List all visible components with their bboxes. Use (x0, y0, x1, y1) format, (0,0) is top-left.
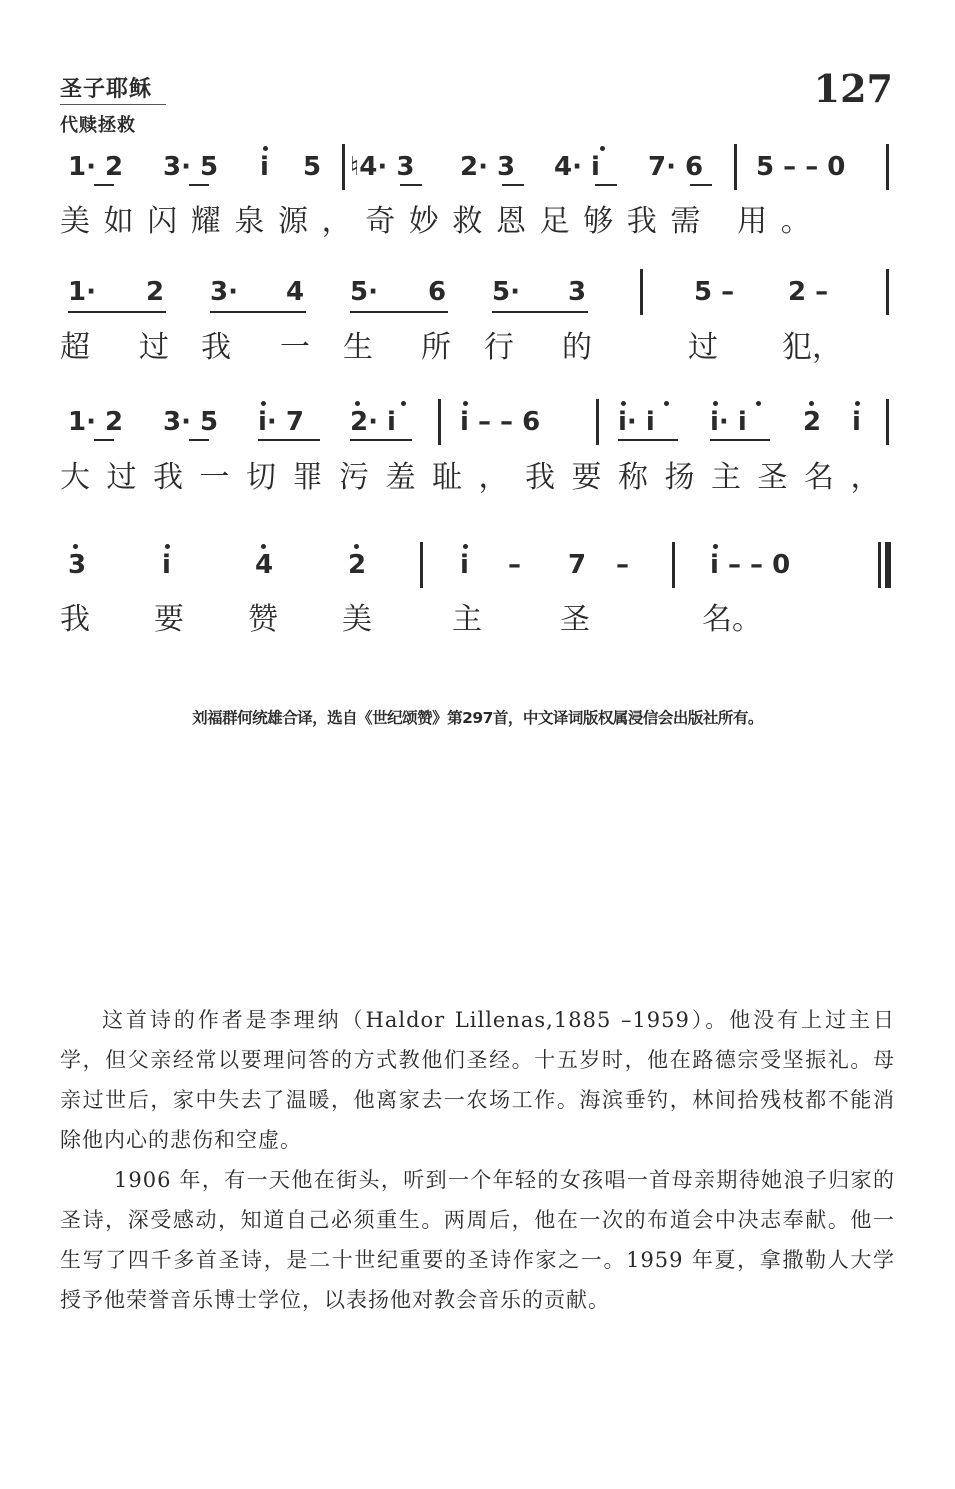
note-group: 4· i (554, 152, 600, 182)
barline (734, 144, 737, 190)
note-group: i (852, 407, 861, 437)
lyric-char: 过 (139, 330, 169, 365)
note-group: i· 7 (258, 407, 304, 437)
note-group: i – – 6 (460, 407, 541, 437)
note-group: i· i (710, 407, 747, 437)
copyright-credit: 刘福群何统雄合译，选自《世纪颂赞》第297首，中文译词版权属浸信会出版社所有。 (192, 709, 763, 727)
lyric-char: 美 (342, 602, 372, 637)
note-group: ♮4· 3 (350, 152, 415, 182)
lyric-text: 大过我一切罪污羞耻，我要称扬主圣名， (60, 460, 897, 495)
barline (438, 399, 441, 445)
note-group: 3 (568, 277, 587, 307)
note-group: 3· (210, 277, 238, 307)
note-group: 1· 2 (68, 407, 124, 437)
note-group: 2· i (350, 407, 396, 437)
barline (886, 399, 889, 445)
lyric-line-4 (0, 600, 955, 640)
title-underline (60, 104, 166, 105)
body-paragraph-1: 这首诗的作者是李理纳（Haldor Lillenas,1885 –1959）。他没有上过主日学，但父亲经常以要理问答的方式教他们圣经。十五岁时，他在路德宗受坚振礼。母亲过世后，家中失去了温暖，他离家去一农场工作。海滨垂钓，林间拾残枝都不能消除他内心的悲伤和空虚。 (60, 1008, 895, 1152)
barline (886, 269, 889, 315)
lyric-char: 圣 (560, 602, 590, 637)
barline (640, 269, 643, 315)
barline (420, 542, 423, 588)
lyric-char: 所 (421, 330, 451, 365)
note-group: i· i (618, 407, 655, 437)
lyric-char: 犯， (782, 330, 842, 365)
page-number: 127 (813, 66, 893, 111)
note-group: 2 (803, 407, 822, 437)
hymn-category: 代赎拯救 (60, 115, 136, 136)
note-group: i (460, 550, 469, 580)
lyric-char: 要 (154, 602, 184, 637)
note-group: – (508, 550, 521, 580)
note-group: 4 (286, 277, 305, 307)
note-group: i (162, 550, 171, 580)
note-group: 5· (492, 277, 520, 307)
lyric-char: 超 (60, 330, 90, 365)
note-group: i (260, 152, 269, 182)
note-group: 5 – (694, 277, 735, 307)
note-group: 3· 5 (163, 152, 219, 182)
lyric-line-1 (0, 202, 955, 242)
lyric-char: 生 (343, 330, 373, 365)
lyric-char: 的 (562, 330, 592, 365)
note-group: – (616, 550, 629, 580)
lyric-line-3 (0, 458, 955, 498)
note-group: 7· 6 (648, 152, 704, 182)
hymn-title: 圣子耶稣 (60, 76, 153, 102)
note-group: 2· 3 (460, 152, 516, 182)
body-paragraph-2: 1906 年，有一天他在街头，听到一个年轻的女孩唱一首母亲期待她浪子归家的圣诗，深受感动，知道自己必须重生。两周后，他在一次的布道会中决志奉献。他一生写了四千多首圣诗，是二十世纪重要的圣诗作家之一。1959 年夏，拿撒勒人大学授予他荣誉音乐博士学位，以表扬他对教会音乐的贡献。 (60, 1168, 895, 1312)
note-group: 6 (428, 277, 447, 307)
note-group: 3· 5 (163, 407, 219, 437)
barline (342, 144, 345, 190)
note-group: 1· 2 (68, 152, 124, 182)
lyric-char: 过 (688, 330, 718, 365)
lyric-char: 名。 (702, 602, 762, 637)
music-line-2 (0, 275, 955, 335)
lyric-char: 行 (484, 330, 514, 365)
lyric-text: 美如闪耀泉源，奇妙救恩足够我需 用。 (60, 204, 825, 239)
music-line-3 (0, 405, 955, 465)
music-line-4 (0, 548, 955, 608)
note-group: 3 (68, 550, 87, 580)
note-group: 2 (348, 550, 367, 580)
final-barline-thin (878, 542, 881, 588)
barline (596, 399, 599, 445)
note-group: 1· (68, 277, 96, 307)
lyric-char: 一 (280, 330, 310, 365)
note-group: 2 (146, 277, 165, 307)
music-line-1 (0, 150, 955, 210)
note-group: 2 – (788, 277, 829, 307)
lyric-char: 我 (201, 330, 231, 365)
note-group: 5 (303, 152, 322, 182)
lyric-char: 我 (60, 602, 90, 637)
note-group: 7 (568, 550, 587, 580)
barline (886, 144, 889, 190)
lyric-char: 主 (452, 602, 482, 637)
note-group: i – – 0 (710, 550, 791, 580)
note-group: 4 (255, 550, 274, 580)
final-barline-thick (885, 542, 891, 588)
note-group: 5· (350, 277, 378, 307)
note-group: 5 – – 0 (756, 152, 846, 182)
lyric-char: 赞 (248, 602, 278, 637)
barline (672, 542, 675, 588)
lyric-line-2 (0, 328, 955, 368)
